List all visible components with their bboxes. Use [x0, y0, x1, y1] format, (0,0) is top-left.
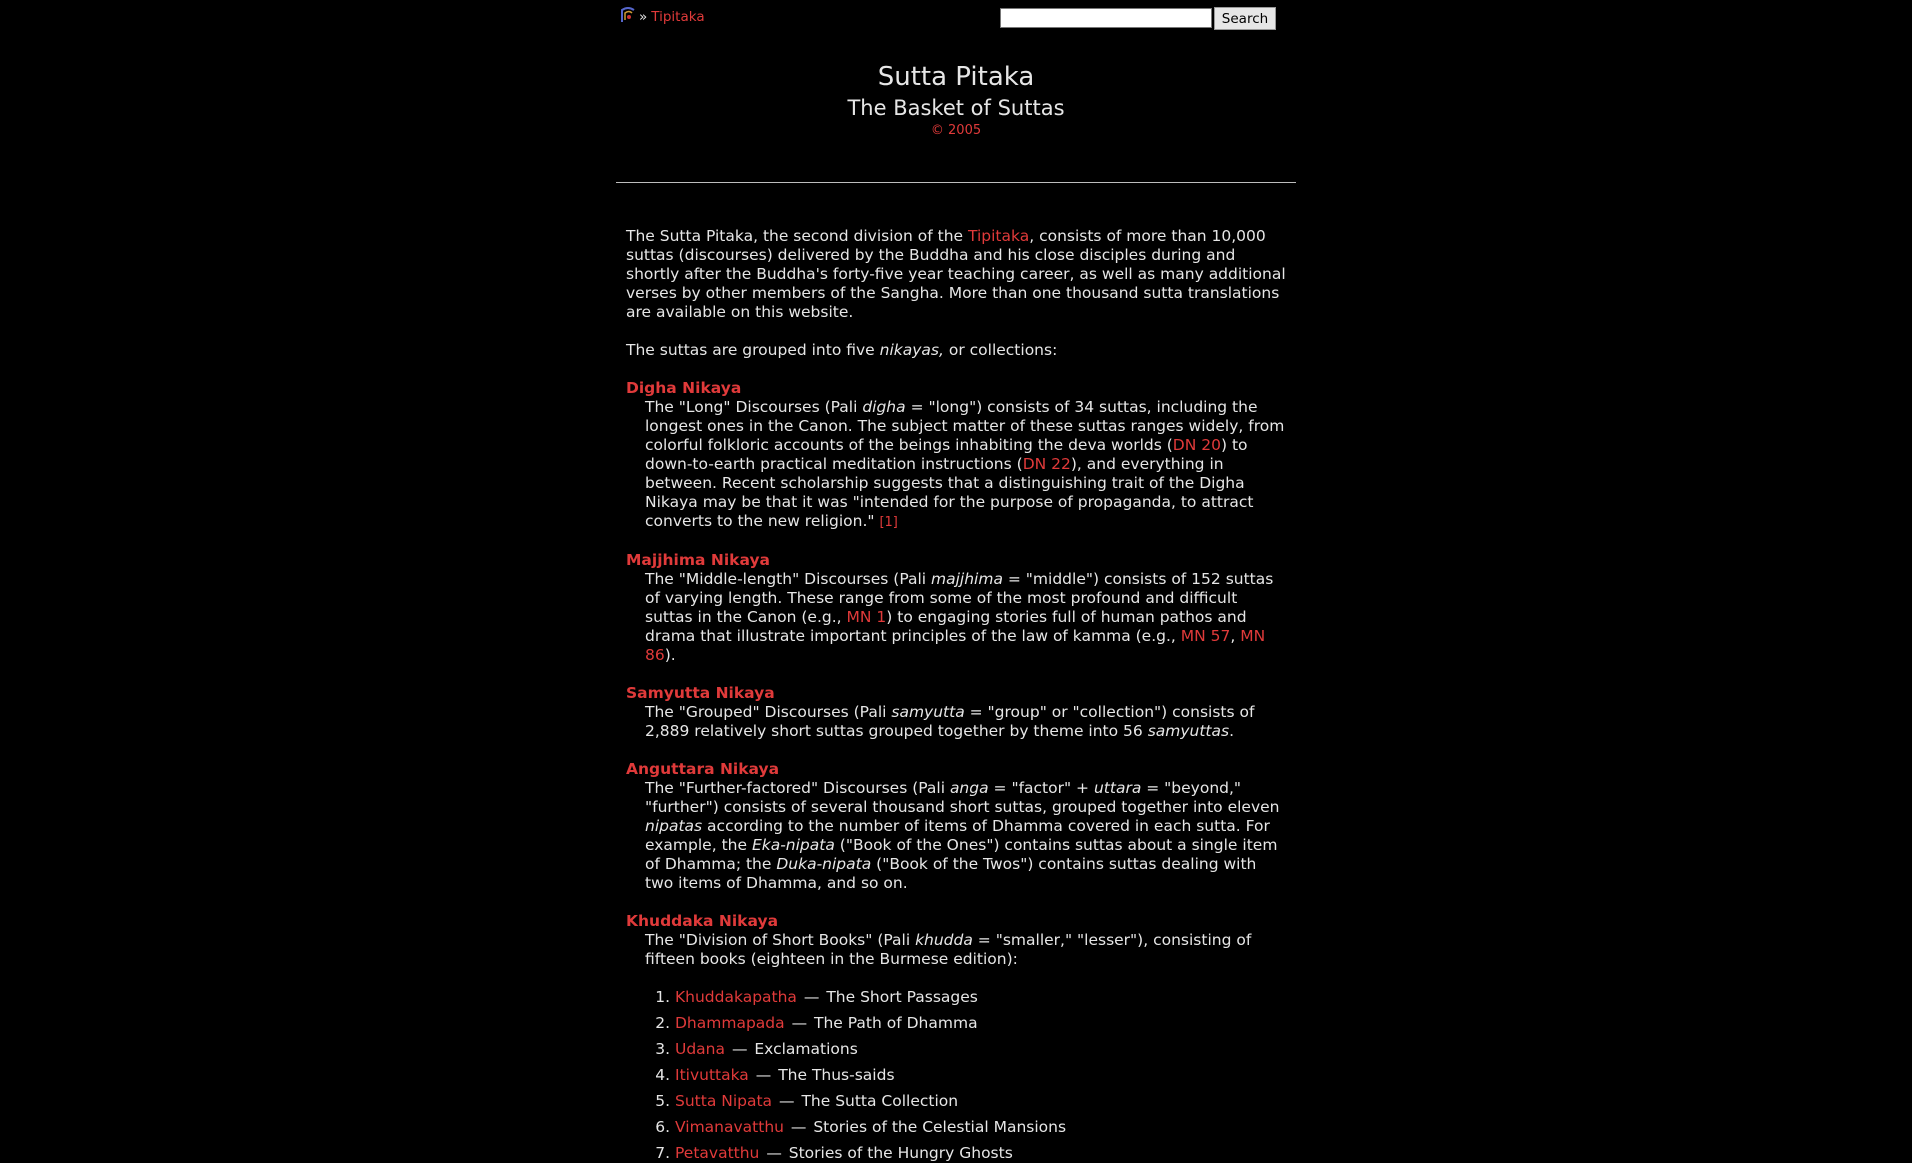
desc-text: ) to engaging stories full of human pathos and drama that illustrate important principles of the law of kamma (e.g.,: [645, 608, 1247, 645]
book-link[interactable]: Petavatthu: [675, 1144, 760, 1162]
desc-text: The "Grouped" Discourses (Pali: [645, 703, 892, 721]
nikaya-desc-khuddaka: [645, 931, 1286, 969]
desc-text: ), and everything in between. Recent scholarship suggests that a distinguishing trait of the Digha Nikaya may be that it was "intended for the purpose of propaganda, to attract converts to the new religion.": [645, 455, 1254, 530]
book-link[interactable]: Khuddakapatha: [675, 988, 797, 1006]
nikaya-title-khuddaka[interactable]: Khuddaka Nikaya: [626, 912, 779, 930]
nikaya-desc-majjhima: [645, 570, 1286, 665]
desc-text: = "long") consists of 34 suttas, including the longest ones in the Canon. The subject matter of these suttas ranges widely, from colorful folkloric accounts of the beings inhabiting the deva worlds (: [645, 398, 1285, 454]
tipitaka-link[interactable]: Tipitaka: [967, 227, 1030, 245]
main-content: [616, 183, 1286, 1163]
book-desc: The Short Passages: [826, 988, 978, 1006]
list-item: [675, 1118, 1286, 1137]
book-desc: The Sutta Collection: [801, 1092, 959, 1110]
desc-text: = "middle") consists of 152 suttas of varying length. These range from some of the most profound and difficult suttas in the Canon (e.g.,: [645, 570, 1274, 626]
desc-text: = "smaller," "lesser"), consisting of fifteen books (eighteen in the Burmese edition):: [645, 931, 1252, 968]
link-mn86[interactable]: MN 86: [645, 627, 1266, 664]
nikaya-digha: [626, 379, 1286, 532]
link-dn20[interactable]: DN 20: [1172, 436, 1221, 454]
breadcrumb: [619, 6, 705, 27]
list-item: [675, 1066, 1286, 1085]
book-link[interactable]: Udana: [675, 1040, 726, 1058]
book-link[interactable]: Dhammapada: [675, 1014, 785, 1032]
desc-text: ,: [1230, 627, 1241, 645]
search-button[interactable]: Search: [1214, 7, 1276, 30]
desc-text: The "Long" Discourses (Pali: [645, 398, 863, 416]
grouped-text: or collections:: [943, 341, 1058, 359]
dash: —: [779, 1092, 795, 1110]
desc-em: digha: [862, 398, 906, 416]
search-input[interactable]: [1000, 8, 1212, 28]
desc-text: ) to down-to-earth practical meditation instructions (: [645, 436, 1248, 473]
desc-text: = "group" or "collection") consists of 2,889 relatively short suttas grouped together by theme into 56: [645, 703, 1255, 740]
book-link[interactable]: Itivuttaka: [675, 1066, 749, 1084]
desc-em: Eka-nipata: [751, 836, 835, 854]
desc-em: samyutta: [891, 703, 965, 721]
page-subtitle: The Basket of Suttas: [847, 96, 1065, 120]
intro-text: The Sutta Pitaka, the second division of the: [626, 227, 968, 245]
book-desc: Stories of the Hungry Ghosts: [788, 1144, 1013, 1162]
link-mn1[interactable]: MN 1: [846, 608, 887, 626]
dharma-wheel-icon[interactable]: [619, 6, 637, 24]
dash: —: [731, 1040, 748, 1058]
desc-em: majjhima: [931, 570, 1003, 588]
desc-text: The "Division of Short Books" (Pali: [645, 931, 916, 949]
list-item: [675, 1144, 1286, 1163]
book-list: [626, 988, 1286, 1163]
desc-em: khudda: [915, 931, 973, 949]
book-desc: Exclamations: [754, 1040, 858, 1058]
nikaya-title-anguttara[interactable]: Anguttara Nikaya: [626, 760, 780, 778]
desc-text: ).: [664, 646, 676, 664]
desc-em: samyuttas: [1147, 722, 1230, 740]
desc-em: anga: [949, 779, 989, 797]
nikaya-title-majjhima[interactable]: Majjhima Nikaya: [626, 551, 771, 569]
book-desc: The Path of Dhamma: [814, 1014, 978, 1032]
book-desc: Stories of the Celestial Mansions: [813, 1118, 1067, 1136]
intro-paragraph: [626, 227, 1286, 322]
nikaya-title-digha[interactable]: Digha Nikaya: [626, 379, 742, 397]
dash: —: [791, 1014, 808, 1032]
desc-text: The "Middle-length" Discourses (Pali: [645, 570, 932, 588]
breadcrumb-link-tipitaka[interactable]: Tipitaka: [651, 9, 705, 25]
grouped-em: nikayas,: [879, 341, 944, 359]
desc-text: .: [1229, 722, 1235, 740]
grouped-paragraph: [626, 341, 1286, 360]
desc-text: = "beyond," "further") consists of several thousand short suttas, grouped together into eleven: [645, 779, 1280, 816]
copyright-link[interactable]: © 2005: [930, 123, 982, 138]
nikaya-desc-anguttara: [645, 779, 1286, 893]
desc-em: Duka-nipata: [776, 855, 872, 873]
desc-em: uttara: [1093, 779, 1142, 797]
footnote-link[interactable]: [1]: [879, 515, 898, 530]
dash: —: [790, 1118, 807, 1136]
book-link[interactable]: Vimanavatthu: [675, 1118, 784, 1136]
nikaya-majjhima: [626, 551, 1286, 665]
page-title: Sutta Pitaka: [877, 62, 1035, 92]
desc-text: The "Further-factored" Discourses (Pali: [645, 779, 950, 797]
dash: —: [755, 1066, 772, 1084]
nikaya-desc-samyutta: [645, 703, 1286, 741]
desc-em: nipatas: [645, 817, 703, 835]
link-dn22[interactable]: DN 22: [1022, 455, 1071, 473]
intro-text: , consists of more than 10,000 suttas (discourses) delivered by the Buddha and his close disciples during and shortly after the Buddha's forty-five year teaching career, as well as many additional verses by other members of the Sangha. More than one thousand sutta translations are available on this website.: [626, 227, 1286, 321]
dash: —: [766, 1144, 782, 1162]
desc-text: ("Book of the Ones") contains suttas about a single item of Dhamma; the: [645, 836, 1278, 873]
list-item: [675, 1092, 1286, 1111]
nikaya-title-samyutta[interactable]: Samyutta Nikaya: [626, 684, 775, 702]
link-mn57[interactable]: MN 57: [1180, 627, 1231, 645]
list-item: [675, 1040, 1286, 1059]
book-desc: The Thus-saids: [778, 1066, 895, 1084]
desc-text: ("Book of the Twos") contains suttas dealing with two items of Dhamma, and so on.: [645, 855, 1257, 892]
nikaya-desc-digha: [645, 398, 1286, 532]
nikaya-khuddaka: [626, 912, 1286, 1163]
list-item: [675, 988, 1286, 1007]
top-bar: [616, 0, 1296, 30]
desc-text: = "factor" +: [988, 779, 1094, 797]
nikaya-samyutta: [626, 684, 1286, 741]
nikaya-anguttara: [626, 760, 1286, 893]
grouped-text: The suttas are grouped into five: [626, 341, 880, 359]
list-item: [675, 1014, 1286, 1033]
title-block: [616, 30, 1296, 139]
dash: —: [803, 988, 820, 1006]
page: [616, 0, 1296, 1163]
book-link[interactable]: Sutta Nipata: [675, 1092, 773, 1110]
breadcrumb-separator: »: [639, 9, 648, 25]
desc-text: according to the number of items of Dhamma covered in each sutta. For example, the: [645, 817, 1270, 854]
